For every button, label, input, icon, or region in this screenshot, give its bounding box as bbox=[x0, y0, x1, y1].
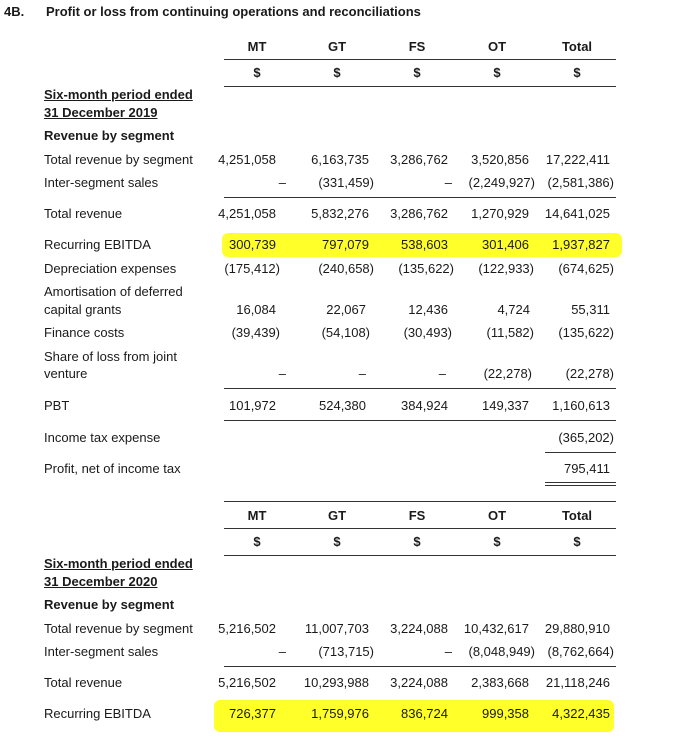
cell-total: (135,622) bbox=[558, 325, 614, 340]
cell-gt: 22,067 bbox=[326, 302, 366, 317]
cell-mt: – bbox=[278, 644, 286, 659]
col-header-gt: GT bbox=[327, 508, 347, 523]
cell-fs: (30,493) bbox=[403, 325, 452, 340]
cell-gt: (331,459) bbox=[318, 175, 374, 190]
row-label-line1: Amortisation of deferred bbox=[44, 284, 183, 299]
cell-total: 1,937,827 bbox=[552, 237, 610, 252]
cell-ot: 1,270,929 bbox=[471, 206, 529, 221]
col-header-ot: OT bbox=[487, 39, 507, 54]
col-header-gt: GT bbox=[327, 39, 347, 54]
currency-fs: $ bbox=[413, 65, 421, 80]
cell-total: 1,160,613 bbox=[552, 398, 610, 413]
cell-total: (2,581,386) bbox=[547, 175, 614, 190]
period-2020-subheading: Revenue by segment bbox=[44, 597, 175, 612]
cell-mt: (39,439) bbox=[231, 325, 280, 340]
row-label: Total revenue bbox=[44, 675, 123, 690]
cell-total: 17,222,411 bbox=[545, 152, 610, 167]
row-label: Recurring EBITDA bbox=[44, 706, 151, 721]
cell-total: 4,322,435 bbox=[552, 706, 610, 721]
cell-fs: 12,436 bbox=[408, 302, 448, 317]
period-2019-title-line2: 31 December 2019 bbox=[44, 105, 158, 120]
cell-gt: 524,380 bbox=[319, 398, 366, 413]
row-label: Total revenue by segment bbox=[44, 621, 193, 636]
cell-gt: (713,715) bbox=[318, 644, 374, 659]
cell-ot: (2,249,927) bbox=[468, 175, 535, 190]
row-label: Income tax expense bbox=[44, 430, 161, 445]
col-header-ot: OT bbox=[487, 508, 507, 523]
cell-fs: 3,224,088 bbox=[390, 621, 448, 636]
cell-ot: (22,278) bbox=[483, 366, 532, 381]
row-label: Inter-segment sales bbox=[44, 175, 159, 190]
section-number: 4B. bbox=[4, 4, 25, 19]
cell-mt: 5,216,502 bbox=[218, 675, 276, 690]
cell-mt: 101,972 bbox=[229, 398, 276, 413]
cell-total: 29,880,910 bbox=[544, 621, 610, 636]
cell-total: 55,311 bbox=[571, 302, 610, 317]
currency-ot: $ bbox=[493, 534, 501, 549]
cell-fs: 3,224,088 bbox=[390, 675, 448, 690]
cell-gt: (240,658) bbox=[318, 261, 374, 276]
cell-fs: – bbox=[438, 366, 446, 381]
cell-ot: (11,582) bbox=[486, 325, 534, 340]
row-label: Depreciation expenses bbox=[44, 261, 177, 276]
currency-gt: $ bbox=[333, 534, 341, 549]
row-label: Total revenue bbox=[44, 206, 123, 221]
currency-total: $ bbox=[573, 65, 581, 80]
currency-total: $ bbox=[573, 534, 581, 549]
col-header-fs: FS bbox=[408, 39, 426, 54]
currency-mt: $ bbox=[253, 65, 261, 80]
col-header-fs: FS bbox=[408, 508, 426, 523]
cell-mt: 4,251,058 bbox=[218, 206, 276, 221]
cell-mt: 300,739 bbox=[229, 237, 276, 252]
row-label: Recurring EBITDA bbox=[44, 237, 151, 252]
period-2020-title-line1: Six-month period ended bbox=[44, 556, 193, 571]
col-header-total: Total bbox=[561, 39, 593, 54]
col-header-mt: MT bbox=[247, 39, 267, 54]
row-label: PBT bbox=[44, 398, 70, 413]
cell-fs: – bbox=[444, 175, 452, 190]
cell-total: 795,411 bbox=[563, 461, 610, 476]
cell-gt: 797,079 bbox=[322, 237, 369, 252]
cell-total: 21,118,246 bbox=[545, 675, 610, 690]
col-header-mt: MT bbox=[247, 508, 267, 523]
currency-gt: $ bbox=[333, 65, 341, 80]
cell-fs: 538,603 bbox=[401, 237, 448, 252]
cell-fs: 3,286,762 bbox=[390, 206, 448, 221]
period-2020-title-line2: 31 December 2020 bbox=[44, 574, 158, 589]
cell-gt: – bbox=[358, 366, 366, 381]
section-title: Profit or loss from continuing operations and reconciliations bbox=[46, 4, 421, 19]
cell-fs: 3,286,762 bbox=[390, 152, 448, 167]
currency-ot: $ bbox=[493, 65, 501, 80]
cell-ot: (8,048,949) bbox=[468, 644, 535, 659]
cell-gt: (54,108) bbox=[321, 325, 370, 340]
cell-gt: 10,293,988 bbox=[303, 675, 369, 690]
cell-ot: 999,358 bbox=[482, 706, 529, 721]
cell-mt: – bbox=[278, 175, 286, 190]
row-label-line2: venture bbox=[44, 366, 88, 381]
row-label: Profit, net of income tax bbox=[44, 461, 181, 476]
cell-total: (365,202) bbox=[558, 430, 614, 445]
cell-gt: 11,007,703 bbox=[304, 621, 369, 636]
cell-fs: – bbox=[444, 644, 452, 659]
currency-fs: $ bbox=[413, 534, 421, 549]
currency-mt: $ bbox=[253, 534, 261, 549]
cell-ot: 10,432,617 bbox=[463, 621, 529, 636]
cell-gt: 6,163,735 bbox=[311, 152, 369, 167]
col-header-total: Total bbox=[561, 508, 593, 523]
row-label: Finance costs bbox=[44, 325, 125, 340]
cell-ot: 149,337 bbox=[482, 398, 529, 413]
cell-ot: 3,520,856 bbox=[471, 152, 529, 167]
cell-mt: 4,251,058 bbox=[218, 152, 276, 167]
cell-total: 14,641,025 bbox=[544, 206, 610, 221]
cell-total: (8,762,664) bbox=[547, 644, 614, 659]
cell-mt: 5,216,502 bbox=[218, 621, 276, 636]
cell-gt: 1,759,976 bbox=[311, 706, 369, 721]
cell-mt: 16,084 bbox=[236, 302, 276, 317]
cell-ot: 2,383,668 bbox=[471, 675, 529, 690]
cell-total: (22,278) bbox=[565, 366, 614, 381]
cell-mt: 726,377 bbox=[229, 706, 276, 721]
cell-fs: 384,924 bbox=[401, 398, 448, 413]
cell-total: (674,625) bbox=[558, 261, 614, 276]
row-label-line1: Share of loss from joint bbox=[44, 349, 177, 364]
cell-ot: 4,724 bbox=[497, 302, 530, 317]
period-2019-subheading: Revenue by segment bbox=[44, 128, 175, 143]
row-label: Inter-segment sales bbox=[44, 644, 159, 659]
cell-mt: (175,412) bbox=[224, 261, 280, 276]
cell-fs: (135,622) bbox=[398, 261, 454, 276]
cell-ot: 301,406 bbox=[482, 237, 529, 252]
cell-ot: (122,933) bbox=[478, 261, 534, 276]
cell-mt: – bbox=[278, 366, 286, 381]
cell-fs: 836,724 bbox=[401, 706, 448, 721]
row-label-line2: capital grants bbox=[44, 302, 122, 317]
period-2019-title-line1: Six-month period ended bbox=[44, 87, 193, 102]
cell-gt: 5,832,276 bbox=[311, 206, 369, 221]
row-label: Total revenue by segment bbox=[44, 152, 193, 167]
